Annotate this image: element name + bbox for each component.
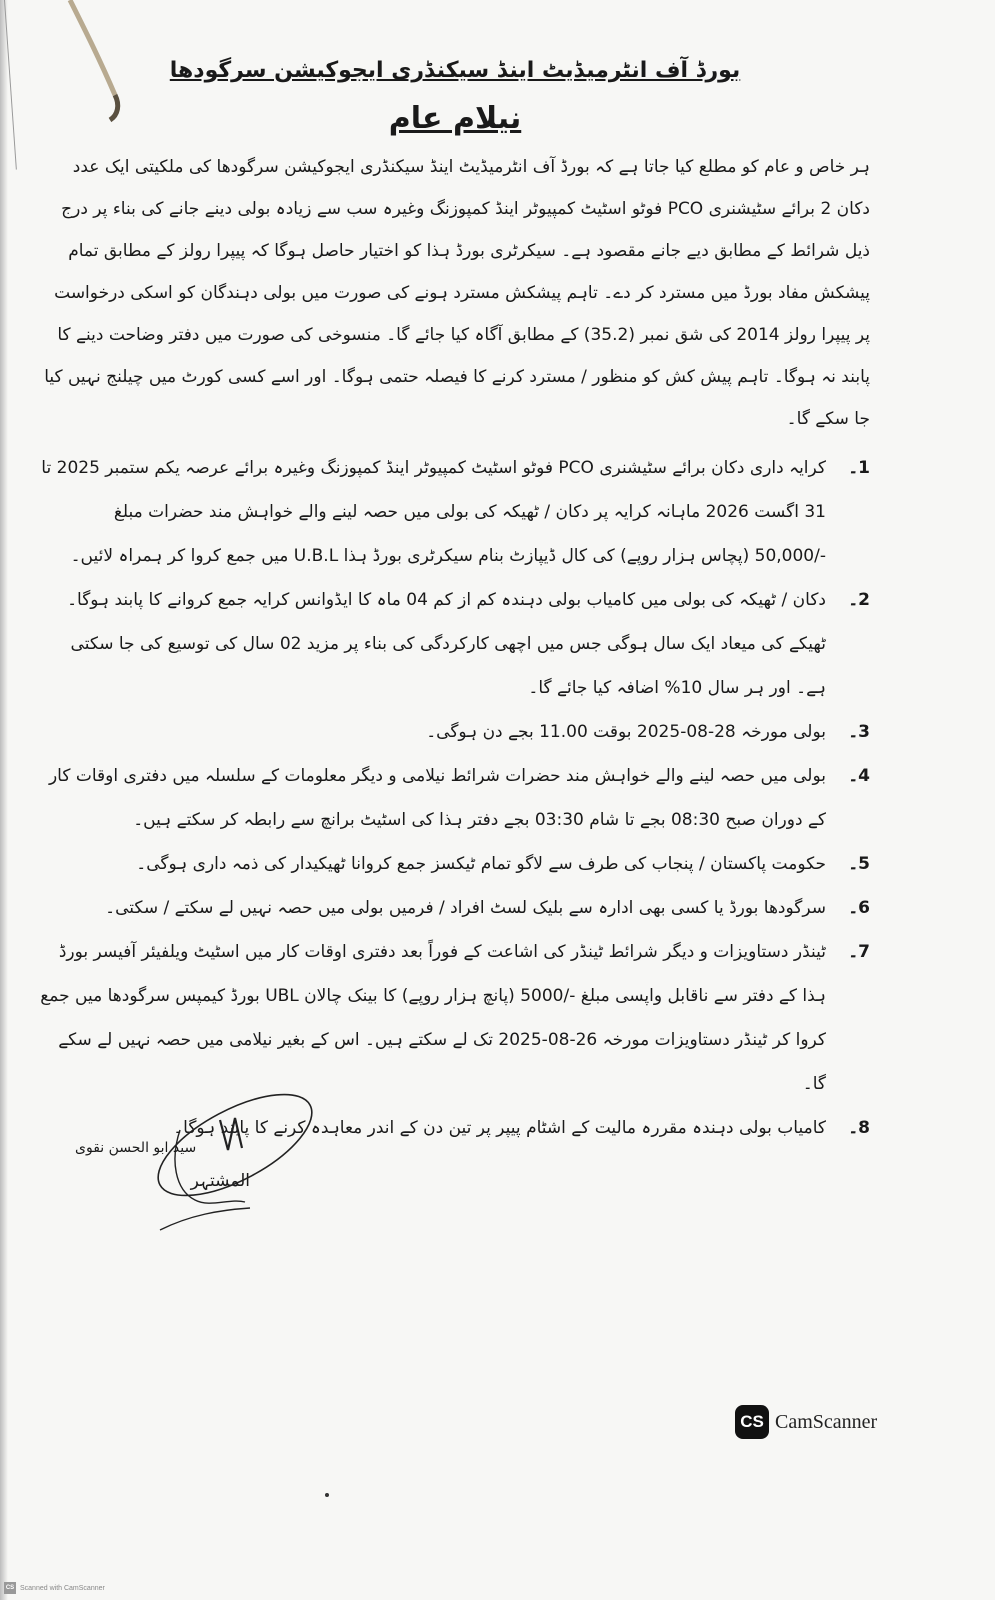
camscanner-badge xyxy=(735,1405,877,1439)
clause-number: 5۔ xyxy=(848,854,870,874)
camscanner-icon: CS xyxy=(735,1405,769,1439)
camscanner-label: CamScanner xyxy=(775,1410,878,1433)
board-title: بورڈ آف انٹرمیڈیٹ اینڈ سیکنڈری ایجوکیشن سرگودھا xyxy=(169,58,741,83)
clause-number: 2۔ xyxy=(848,590,870,610)
clause-number: 4۔ xyxy=(848,766,870,786)
scan-edge xyxy=(0,0,8,1600)
intro-paragraph: ہر خاص و عام کو مطلع کیا جاتا ہے کہ بورڈ آف انٹرمیڈیٹ اینڈ سیکنڈری ایجوکیشن سرگودھا کی ملکیتی ایک عدد دکان 2 برائے سٹیشنری PCO فوٹو اسٹیٹ کمپیوٹر اینڈ کمپوزنگ وغیرہ سب سے زیادہ بولی دینے جانے کی بناء پر درج ذیل شرائط کے مطابق دیے جانے مقصود ہے۔ سیکرٹری بورڈ ہذا کو اختیار حاصل ہوگا کہ پیپرا رولز کے مطابق تمام پیشکش مفاد بورڈ میں مسترد کر دے۔ تاہم پیشکش مسترد ہونے کی صورت میں بولی دہندگان کو اسکی درخواست پر پیپرا رولز 2014 کی شق نمبر (35.2) کے مطابق آگاہ کیا جائے گا۔ منسوخی کی صورت میں دفتر وضاحت دینے کا پابند نہ ہوگا۔ تاہم پیش کش کو منظور / مسترد کرنے کا فیصلہ حتمی ہوگا۔ اور اسے کسی کورٹ میں چیلنج نہیں کیا جا سکے گا۔ xyxy=(44,157,870,429)
advertiser-label: المشتہر xyxy=(190,1171,250,1191)
clause-text: کامیاب بولی دہندہ مقررہ مالیت کے اشٹام پیپر پر تین دن کے اندر معاہدہ کرنے کا پابند ہوگا۔ xyxy=(173,1118,826,1138)
clause-text: بولی مورخہ 28-08-2025 بوقت 11.00 بجے دن ہوگی۔ xyxy=(426,722,826,742)
clause-text: حکومت پاکستان / پنجاب کی طرف سے لاگو تمام ٹیکسز جمع کروانا ٹھیکیدار کی ذمہ داری ہوگی۔ xyxy=(136,854,826,874)
auction-title: نیلام عام xyxy=(388,101,522,136)
clause-number: 6۔ xyxy=(848,898,870,918)
clause-text: دکان / ٹھیکہ کی بولی میں کامیاب بولی دہندہ کم از کم 04 ماہ کا ایڈوانس کرایہ جمع کروانے کا پابند ہوگا۔ ٹھیکے کی میعاد ایک سال ہوگی جس میں اچھی کارکردگی کی بناء پر مزید 02 سال کی توسیع کی جا سکتی ہے۔ اور ہر سال 10% اضافہ کیا جائے گا۔ xyxy=(67,590,826,698)
clause-item xyxy=(40,710,870,754)
signature-name: سید ابو الحسن نقوی xyxy=(75,1140,197,1156)
footer-cs-icon: CS xyxy=(4,1582,16,1594)
clause-number: 7۔ xyxy=(848,942,870,962)
clause-text: بولی میں حصہ لینے والے خواہش مند حضرات شرائط نیلامی و دیگر معلومات کے سلسلہ میں دفتری اوقات کار کے دوران صبح 08:30 بجے تا شام 03:30 بجے دفتر ہذا کی اسٹیٹ برانچ سے رابطہ کر سکتے ہیں۔ xyxy=(48,766,826,830)
clause-item xyxy=(40,754,870,842)
clause-number: 1۔ xyxy=(848,458,870,478)
scan-speck xyxy=(325,1493,329,1497)
clause-item xyxy=(40,842,870,886)
signature-image xyxy=(120,1090,320,1240)
scan-footer xyxy=(4,1582,105,1594)
clause-item xyxy=(40,446,870,578)
clause-item xyxy=(40,886,870,930)
clause-item xyxy=(40,930,870,1106)
footer-text: Scanned with CamScanner xyxy=(20,1584,105,1592)
clause-list xyxy=(40,446,870,1150)
clause-number: 8۔ xyxy=(848,1118,870,1138)
clause-text: ٹینڈر دستاویزات و دیگر شرائط ٹینڈر کی اشاعت کے فوراً بعد دفتری اوقات کار میں اسٹیٹ ویلفیئر آفیسر بورڈ ہذا کے دفتر سے ناقابل واپسی مبلغ -/5000 (پانچ ہزار روپے) کا بینک چالان UBL بورڈ کیمپس سرگودھا میں جمع کروا کر ٹینڈر دستاویزات مورخہ 26-08-2025 تک لے سکتے ہیں۔ اس کے بغیر نیلامی میں حصہ نہیں لے سکے گا۔ xyxy=(40,942,826,1094)
notice-body xyxy=(40,50,870,1191)
clause-number: 3۔ xyxy=(848,722,870,742)
clause-text: سرگودھا بورڈ یا کسی بھی ادارہ سے بلیک لسٹ افراد / فرمیں بولی میں حصہ نہیں لے سکتے / سکتی۔ xyxy=(105,898,826,918)
clause-item xyxy=(40,578,870,710)
clause-text: کرایہ داری دکان برائے سٹیشنری PCO فوٹو اسٹیٹ کمپیوٹر اینڈ کمپوزنگ وغیرہ برائے عرصہ یکم ستمبر 2025 تا 31 اگست 2026 ماہانہ کرایہ پر دکان / ٹھیکہ کی بولی میں حصہ لینے والے خواہش مند حضرات مبلغ -/50,000 (پچاس ہزار روپے) کی کال ڈیپازٹ بنام سیکرٹری بورڈ ہذا U.B.L میں جمع کروا کر ہمراہ لائیں۔ xyxy=(41,458,826,566)
